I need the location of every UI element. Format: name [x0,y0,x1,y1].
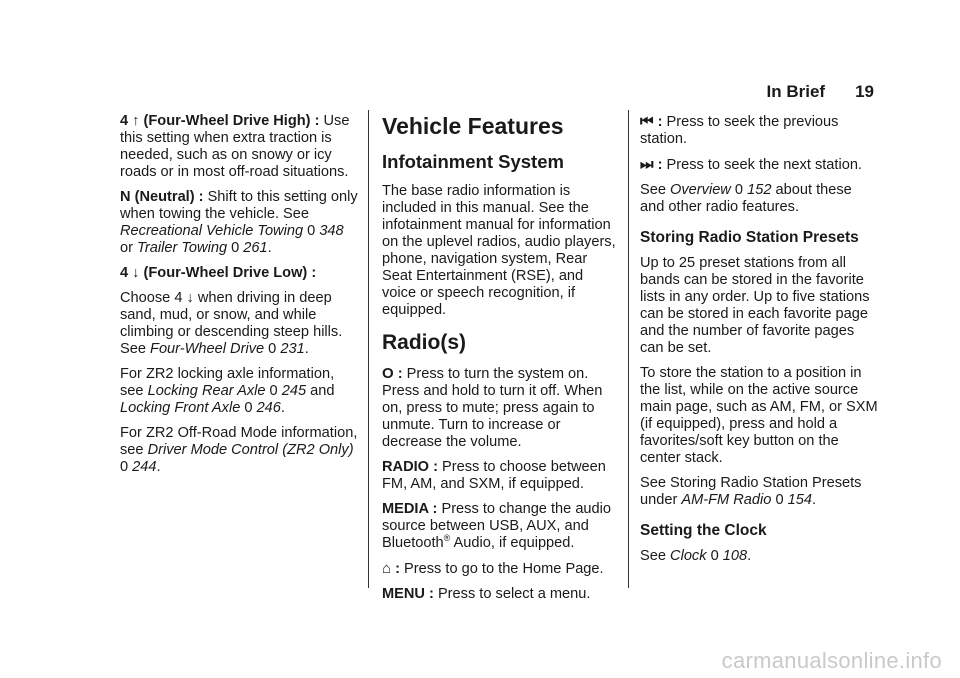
power-icon: O [382,365,394,382]
page-header [767,82,874,102]
section-title: In Brief [766,82,826,101]
paragraph-see-overview [640,182,880,216]
page-ref-arrow: 0 [227,240,244,256]
page-ref-arrow: 0 [240,400,257,416]
link-locking-front-axle[interactable]: Locking Front Axle [120,400,241,416]
heading-radios: Radio(s) [382,331,466,354]
body-text: . [304,341,309,357]
body-text: Shift to this setting only when towing the vehicle. See [120,189,358,222]
seek-previous-icon: ⏮ [640,113,654,130]
link-driver-mode-control[interactable]: Driver Mode Control (ZR2 Only) [147,442,354,458]
page-number: 19 [855,82,874,101]
paragraph-4wd-high [120,113,360,181]
paragraph-4wd-low [120,290,360,358]
paragraph-store-station: To store the station to a position in the list, while on the active source main page, such as AM, FM, or SXM (if equipped), press and hold a favorites/soft key button on the center stack. [640,365,878,466]
body-text: See Storing Radio Station Presets under [640,475,862,508]
body-text: Press to turn the system on. Press and hold to turn it off. When on, press to mute; press again to unmute. Turn to increase or decrease the volume. [382,366,603,450]
column-divider [368,110,369,588]
heading-vehicle-features: Vehicle Features [382,113,564,139]
paragraph-see-am-fm [640,475,880,509]
watermark: carmanualsonline.info [721,648,942,673]
link-clock[interactable]: Clock [670,548,707,564]
page-ref[interactable]: 246 [256,400,281,416]
page-ref[interactable]: 261 [243,240,268,256]
body-text: Press to change the audio source between USB, AUX, and Bluetooth [382,501,612,551]
body-text: For ZR2 locking axle information, see [120,366,335,399]
page-ref[interactable]: 348 [319,223,344,239]
column-divider [628,110,629,588]
registered-mark: ® [443,533,451,544]
seek-next-icon: ⏭ [640,156,654,173]
column-left [120,113,360,484]
link-am-fm-radio[interactable]: AM-FM Radio [681,492,772,508]
term-4wd-high: 4 ↑ (Four-Wheel Drive High) : [120,113,320,129]
body-text: . [280,400,285,416]
page-ref[interactable]: 108 [722,548,748,564]
term-neutral: N (Neutral) : [120,189,204,205]
paragraph-power [382,365,619,451]
term-colon: : [393,366,403,382]
term-4wd-low: 4 ↓ (Four-Wheel Drive Low) : [120,265,317,281]
term-colon: : [653,157,663,173]
term-colon: : [391,561,400,577]
home-icon: ⌂ [382,560,392,577]
paragraph-locking-axle [120,366,360,417]
body-text: Press to go to the Home Page. [399,561,604,577]
body-text: Press to seek the previous station. [640,114,839,147]
page-ref[interactable]: 244 [132,459,157,475]
page-ref[interactable]: 245 [281,383,307,399]
link-four-wheel-drive[interactable]: Four-Wheel Drive [150,341,265,357]
term-menu: MENU : [382,586,434,602]
body-text: or [120,240,138,256]
paragraph-seek-previous [640,113,880,148]
body-text: . [267,240,272,256]
heading-storing-presets: Storing Radio Station Presets [640,229,859,246]
body-text: . [156,459,161,475]
body-text: Press to seek the next station. [662,157,862,173]
paragraph-radio [382,459,619,493]
paragraph-seek-next [640,156,880,174]
term-media: MEDIA : [382,501,438,517]
body-text: and [306,383,335,399]
link-trailer-towing[interactable]: Trailer Towing [137,240,228,256]
paragraph-home [382,560,619,578]
column-right [640,113,880,573]
page-ref[interactable]: 154 [787,492,812,508]
body-text: about these and other radio features. [640,182,852,215]
page-ref-arrow: 0 [264,341,281,357]
body-text: See [640,182,671,198]
paragraph-presets: Up to 25 preset stations from all bands can be stored in the favorite lists in any order. Up to five stations can be stored in each favorite page and the number of favorite pages can be set. [640,255,870,356]
body-text: Audio, if equipped. [450,535,575,551]
paragraph-see-clock [640,548,880,565]
paragraph-media [382,501,619,552]
term-colon: : [653,114,663,130]
link-overview[interactable]: Overview [670,182,731,198]
paragraph-neutral [120,189,360,257]
body-text: . [812,492,817,508]
column-middle [382,113,619,611]
paragraph-base-radio: The base radio information is included in this manual. See the infotainment manual for information on the uplevel radios, audio players, phone, navigation system, Rear Seat Entertainment (RSE), and voice or speech recognition, if equipped. [382,183,616,318]
page-ref-arrow: 0 [303,223,320,239]
page-ref-arrow: 0 [265,383,282,399]
paragraph-menu [382,586,619,603]
link-recreational-vehicle-towing[interactable]: Recreational Vehicle Towing [120,223,304,239]
body-text: . [747,548,752,564]
link-locking-rear-axle[interactable]: Locking Rear Axle [147,383,266,399]
page-ref-arrow: 0 [706,548,723,564]
body-text: See [640,548,671,564]
heading-infotainment-system: Infotainment System [382,151,564,172]
body-text: Press to select a menu. [433,586,591,602]
body-text: Use this setting when extra traction is needed, such as on snowy or icy roads or in most off-road situations. [120,113,350,180]
body-text: For ZR2 Off-Road Mode information, see [120,425,358,458]
paragraph-off-road-mode [120,425,360,476]
page-ref[interactable]: 231 [280,341,305,357]
page-ref-arrow: 0 [120,459,133,475]
page-ref[interactable]: 152 [747,182,772,198]
heading-setting-clock: Setting the Clock [640,522,767,539]
paragraph-4wd-low-term [120,265,360,282]
body-text: Press to choose between FM, AM, and SXM, if equipped. [382,459,606,492]
page-ref-arrow: 0 [730,182,748,198]
term-radio: RADIO : [382,459,438,475]
page-ref-arrow: 0 [771,492,788,508]
body-text: Choose 4 ↓ when driving in deep sand, mud, or snow, and while climbing or descending steep hills. See [120,290,343,357]
